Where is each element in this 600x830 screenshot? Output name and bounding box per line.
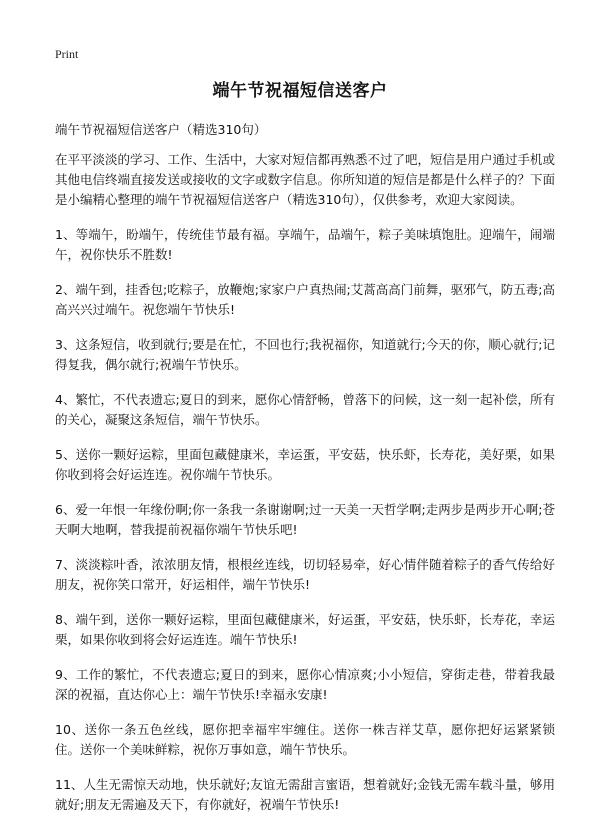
list-item: 10、送你一条五色丝线，愿你把幸福牢牢缠住。送你一株吉祥艾草，愿你把好运紧紧锁住。送你一个美味鲜粽，祝你万事如意，端午节快乐。 <box>55 722 555 757</box>
document-body <box>55 150 555 830</box>
page-title: 端午节祝福短信送客户 <box>212 81 388 101</box>
list-item: 1、等端午，盼端午，传统佳节最有福。享端午，品端午，粽子美味填饱肚。迎端午，闹端午，祝你快乐不胜数! <box>55 227 555 262</box>
list-item: 11、人生无需惊天动地，快乐就好;友谊无需甜言蜜语，想着就好;金钱无需车载斗量，够用就好;朋友无需遍及天下，有你就好，祝端午节快乐! <box>55 777 555 812</box>
list-item: 3、这条短信，收到就行;要是在忙，不回也行;我祝福你，知道就行;今天的你，顺心就行;记得复我，偶尔就行;祝端午节快乐。 <box>55 337 555 372</box>
list-item: 5、送你一颗好运粽，里面包藏健康米，幸运蛋，平安菇，快乐虾，长寿花，美好栗，如果你收到将会好运连连。祝你端午节快乐。 <box>55 447 555 482</box>
list-item: 6、爱一年恨一年缘份啊;你一条我一条谢谢啊;过一天美一天哲学啊;走两步是两步开心啊;苍天啊大地啊，替我提前祝福你端午节快乐吧! <box>55 502 555 537</box>
print-link[interactable]: Print <box>55 47 79 61</box>
list-item: 9、工作的繁忙，不代表遗忘;夏日的到来，愿你心情凉爽;小小短信，穿街走巷，带着我最深的祝福，直达你心上：端午节快乐!幸福永安康! <box>55 667 555 702</box>
document-subtitle: 端午节祝福短信送客户（精选310句） <box>55 122 267 137</box>
list-item: 2、端午到，挂香包;吃粽子，放鞭炮;家家户户真热闹;艾蒿高高门前舞，驱邪气，防五毒;高高兴兴过端午。祝您端午节快乐! <box>55 282 555 317</box>
list-item: 8、端午到，送你一颗好运粽，里面包藏健康米，好运蛋，平安菇，快乐虾，长寿花，幸运栗，如果你收到将会好运连连。端午节快乐! <box>55 612 555 647</box>
intro-paragraph: 在平平淡淡的学习、工作、生活中，大家对短信都再熟悉不过了吧，短信是用户通过手机或其他电信终端直接发送或接收的文字或数字信息。你所知道的短信是都是什么样子的？下面是小编精心整理的端午节祝福短信送客户（精选310句），仅供参考，欢迎大家阅读。 <box>55 152 556 207</box>
list-item: 7、淡淡粽叶香，浓浓朋友情，根根丝连线，切切轻易牵，好心情伴随着粽子的香气传给好朋友，祝你笑口常开，好运相伴，端午节快乐! <box>55 557 555 592</box>
list-item: 4、繁忙，不代表遗忘;夏日的到来，愿你心情舒畅，曾落下的问候，这一刻一起补偿，所有的关心，凝聚这条短信，端午节快乐。 <box>55 392 555 427</box>
